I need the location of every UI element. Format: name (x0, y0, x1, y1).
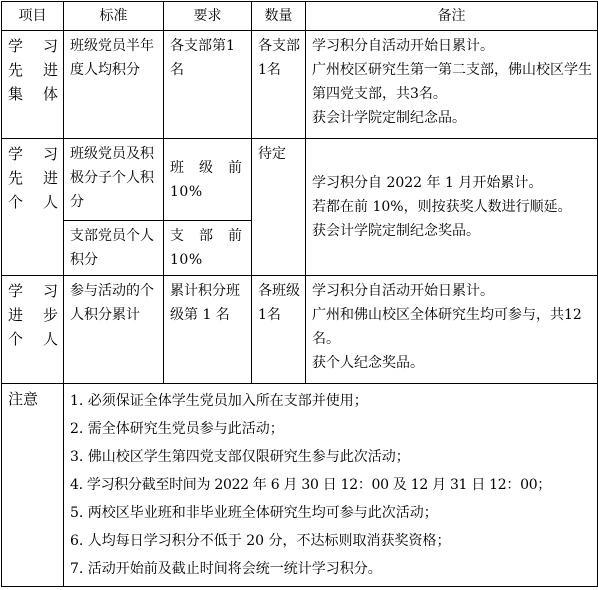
notes-list (70, 387, 592, 583)
item-advanced-individual (2, 139, 64, 276)
item-line: 学 习 (8, 145, 58, 163)
header-remarks: 备注 (306, 2, 598, 31)
remark-line: 学习积分自活动开始日累计。 (312, 38, 494, 54)
header-row (2, 2, 598, 31)
note-item: 3. 佛山校区学生第四党支部仅限研究生参与此次活动； (70, 449, 410, 465)
note-item: 4. 学习积分截至时间为 2022 年 6 月 30 日 12：00 及 12 月 31 日 12：00； (70, 477, 551, 493)
standard-collective: 班级党员半年度人均积分 (64, 31, 164, 139)
count-progress: 各班级 1名 (252, 276, 306, 384)
requirement-branch-top: 支 部 前 10% (164, 221, 252, 276)
item-progress-individual (2, 276, 64, 384)
remark-line: 若都在前 10%，则按获奖人数进行顺延。 (312, 199, 572, 215)
requirement-collective: 各支部第1名 (164, 31, 252, 139)
header-count: 数量 (252, 2, 306, 31)
item-line: 个人 (8, 330, 58, 348)
note-item: 7. 活动开始前及截止时间将会统一统计学习积分。 (70, 561, 382, 577)
note-item: 2. 需全体研究生党员参与此活动； (70, 421, 284, 437)
item-advanced-collective (2, 31, 64, 139)
item-line: 集体 (8, 85, 58, 103)
award-table (1, 1, 598, 587)
standard-class-member: 班级党员及积极分子个人积分 (64, 139, 164, 221)
notes-cell (64, 384, 598, 587)
item-line: 进 步 (8, 306, 58, 324)
item-line: 先 进 (8, 169, 58, 187)
remarks-progress (306, 276, 598, 384)
note-item: 5. 两校区毕业班和非毕业班全体研究生均可参与此次活动； (70, 505, 438, 521)
notes-label: 注意 (2, 384, 64, 587)
row-notes (2, 384, 598, 587)
note-item: 1. 必须保证全体学生党员加入所在支部并使用； (70, 393, 368, 409)
item-line: 学 习 (8, 282, 58, 300)
remark-line: 广州和佛山校区全体研究生均可参与，共12名。 (312, 307, 582, 347)
remark-line: 学习积分自 2022 年 1 月开始累计。 (312, 175, 543, 191)
note-item: 6. 人均每日学习积分不低于 20 分，不达标则取消获奖资格； (70, 533, 451, 549)
standard-branch-member: 支部党员个人积分 (64, 221, 164, 276)
header-standard: 标准 (64, 2, 164, 31)
remark-line: 广州校区研究生第一第二支部，佛山校区学生第四党支部，共3名。 (312, 62, 592, 102)
remark-line: 获个人纪念奖品。 (312, 355, 424, 371)
header-item: 项目 (2, 2, 64, 31)
row-advanced-collective (2, 31, 598, 139)
remark-line: 获会计学院定制纪念品。 (312, 110, 466, 126)
count-individual: 待定 (252, 139, 306, 276)
remarks-collective (306, 31, 598, 139)
requirement-class-top: 班 级 前 10% (164, 139, 252, 221)
standard-progress: 参与活动的个人积分累计 (64, 276, 164, 384)
remark-line: 获会计学院定制纪念奖品。 (312, 223, 480, 239)
requirement-progress: 累计积分班级第 1 名 (164, 276, 252, 384)
item-line: 个人 (8, 193, 58, 211)
item-line: 先 进 (8, 61, 58, 79)
row-progress-individual (2, 276, 598, 384)
remark-line: 学习积分自活动开始日累计。 (312, 283, 494, 299)
count-collective: 各支部 1名 (252, 31, 306, 139)
header-requirement: 要求 (164, 2, 252, 31)
remarks-individual (306, 139, 598, 276)
item-line: 学 习 (8, 37, 58, 55)
row-advanced-individual-1 (2, 139, 598, 221)
